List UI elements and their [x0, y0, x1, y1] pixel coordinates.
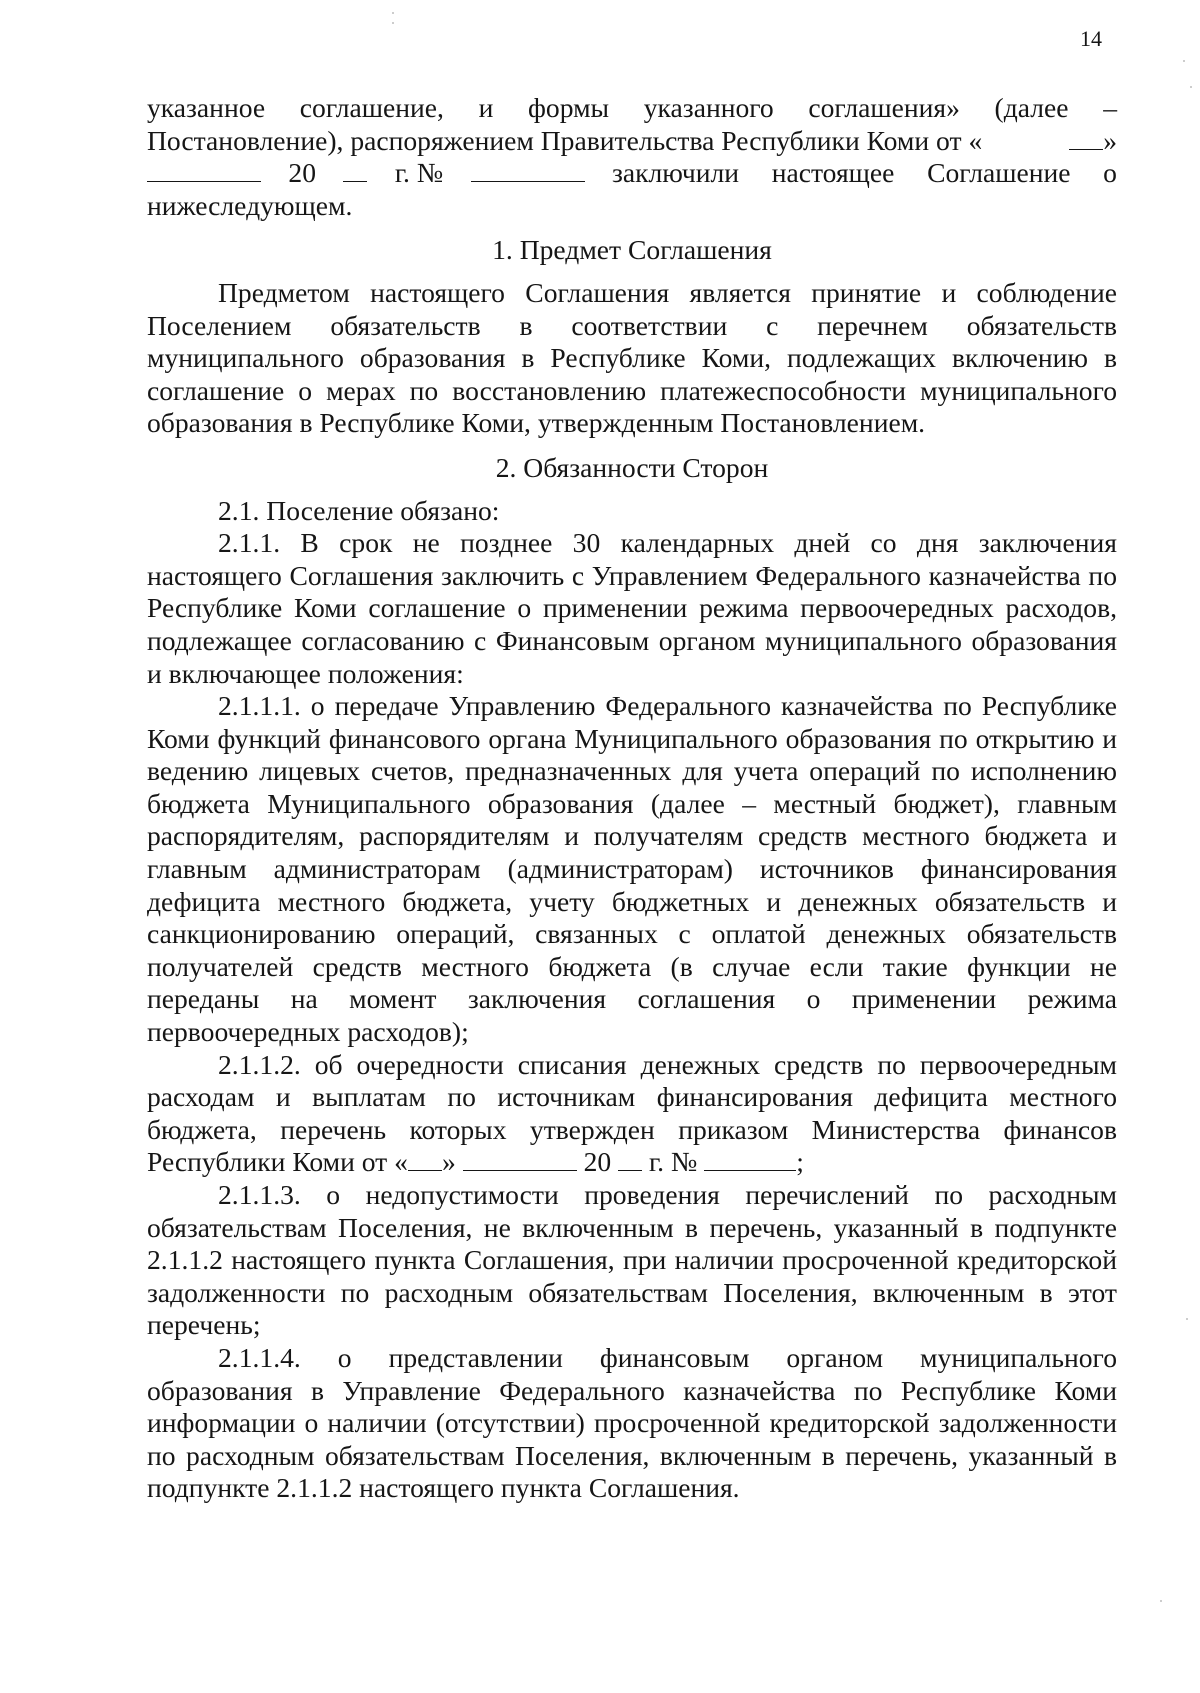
page-number: 14 — [1080, 26, 1102, 51]
blank-field — [147, 159, 261, 182]
blank-field — [1069, 127, 1103, 150]
clause-2-1-1-2 — [147, 1049, 1117, 1179]
blank-field — [471, 159, 585, 182]
blank-field — [463, 1148, 577, 1171]
intro-line-3 — [147, 157, 1117, 190]
scan-speck — [1190, 86, 1192, 88]
clause-2-1-1-4: 2.1.1.4. о представлении финансовым органом муниципального образования в Управление Федерального казначейства по Республике Коми информации о наличии (отсутствии) просроченной кредиторской задолженности по расходным обязательствам Поселения, включенным в перечень, указанный в подпункте 2.1.1.2 настоящего пункта Соглашения. — [147, 1341, 1117, 1504]
clause-2-1-1: 2.1.1. В срок не позднее 30 календарных дней со дня заключения настоящего Соглашения заключить с Управлением Федерального казначейства по Республике Коми соглашение о применении режима первоочередных расходов, подлежащее согласованию с Финансовым органом муниципального образования и включающее положения: — [147, 527, 1117, 689]
intro-line-2-text: Постановление), распоряжением Правительства Республики Коми от « — [147, 124, 983, 156]
clause-2-1: 2.1. Поселение обязано: — [218, 494, 500, 526]
clause-2-1-1-3: 2.1.1.3. о недопустимости проведения перечислений по расходным обязательствам Поселения, не включенным в перечень, указанный в подпункте 2.1.1.2 настоящего пункта Соглашения, при наличии просроченной кредиторской задолженности по расходным обязательствам Поселения, включенным в этот перечень; — [147, 1179, 1117, 1341]
intro-line-4: нижеследующем. — [147, 189, 353, 221]
year-prefix: 20 — [583, 1146, 612, 1178]
intro-line-1: указанное соглашение, и формы указанного соглашения» (далее – — [147, 92, 1117, 123]
clause-2-1-1-1: 2.1.1.1. о передаче Управлению Федерального казначейства по Республике Коми функций финансового органа Муниципального образования по открытию и ведению лицевых счетов, предназначенных для учета операций по исполнению бюджета Муниципального образования (далее – местный бюджет), главным распорядителям, распорядителям и получателям средств местного бюджета и главным администраторам (администраторам) источников финансирования дефицита местного бюджета, учету бюджетных и денежных обязательств и санкционированию операций, связанных с оплатой денежных обязательств получателей средств местного бюджета (в случае если такие функции не переданы на момент заключения соглашения о применении режима первоочередных расходов); — [147, 690, 1117, 1048]
section-2-title: 2. Обязанности Сторон — [495, 451, 769, 483]
blank-field — [618, 1148, 642, 1171]
number-label: г. № — [394, 157, 444, 189]
scan-speck — [1186, 1318, 1188, 1320]
blank-field — [343, 159, 367, 182]
intro-line-2 — [147, 125, 1117, 158]
number-label: г. № — [648, 1146, 698, 1178]
document-body — [147, 92, 1117, 1505]
section-1-text: Предметом настоящего Соглашения является принятие и соблюдение Поселением обязательств в соответствии с перечнем обязательств муниципального образования в Республике Коми, подлежащих включению в соглашение о мерах по восстановлению платежеспособности муниципального образования в Республике Коми, утвержденным Постановлением. — [147, 276, 1117, 439]
intro-line-2-tail — [1069, 125, 1117, 158]
section-1-title: 1. Предмет Соглашения — [492, 234, 772, 266]
closing-quote: » — [1103, 124, 1117, 156]
intro-paragraph — [147, 92, 1117, 125]
clause-2-1-1-2-text: 2.1.1.2. об очередности списания денежных средств по первоочередным расходам и выплатам по источникам финансирования дефицита местного бюджета, перечень которых утвержден приказом Министерства финансов Республики Коми от « — [147, 1048, 1117, 1178]
scan-speck — [392, 12, 394, 14]
blank-field — [704, 1148, 796, 1171]
scan-speck — [392, 22, 394, 24]
scan-speck — [1183, 60, 1185, 62]
year-prefix: 20 — [288, 157, 316, 189]
scan-speck — [1160, 1600, 1162, 1602]
blank-field — [408, 1148, 442, 1171]
semicolon: ; — [796, 1146, 804, 1178]
intro-line-3-text: заключили настоящее Соглашение о — [611, 157, 1117, 189]
closing-quote: » — [441, 1146, 456, 1178]
